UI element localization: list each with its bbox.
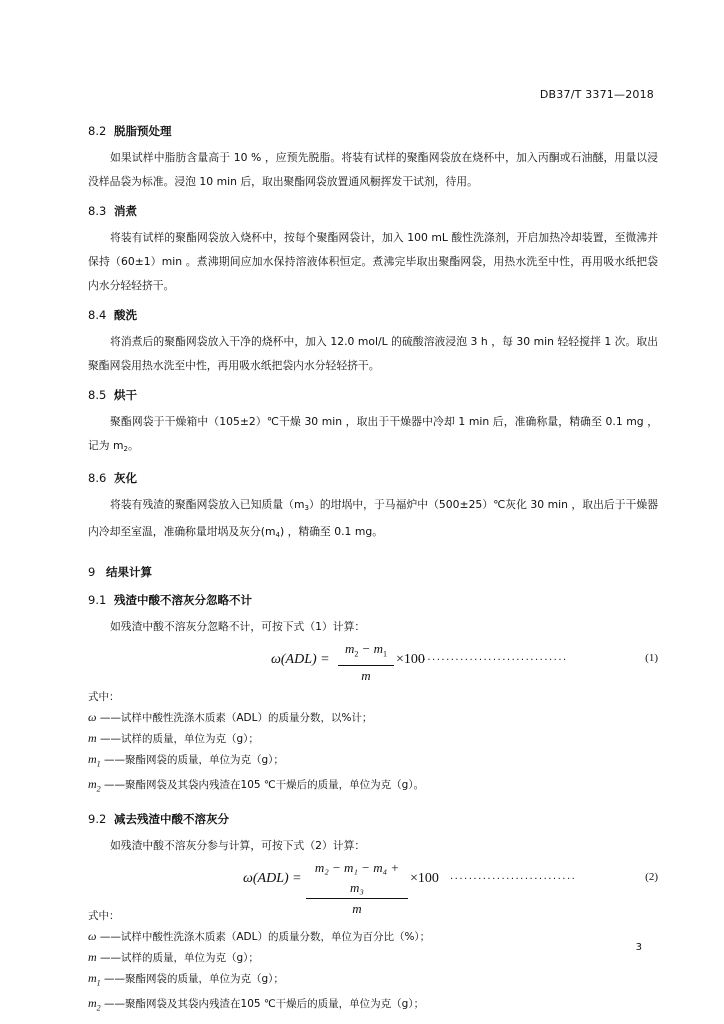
subscript: 4 (275, 531, 280, 539)
section-title: 灰化 (114, 471, 137, 485)
section-8-2-body: 如果试样中脂肪含量高于 10 % ，应预先脱脂。将装有试样的聚酯网袋放在烧杯中，加入丙酮或石油醚，用量以浸没样品袋为标准。浸泡 10 min 后，取出聚酯网袋放置通风橱挥发干试剂，待用。 (88, 151, 658, 188)
section-8-4-heading (88, 304, 658, 326)
section-number: 8.5 (88, 388, 107, 402)
formula-fraction (306, 858, 408, 919)
formula-lhs: ω(ADL) = (271, 652, 330, 667)
formula-denominator: m (361, 667, 371, 683)
definition-line: $m_2$ ——聚酯网袋及其袋内残渣在105 ℃干燥后的质量，单位为克（g）； (88, 996, 425, 1013)
formula-denominator: m (352, 900, 362, 916)
document-body (88, 114, 658, 1019)
formula-1 (88, 639, 658, 687)
body-text: ）的坩埚中，于马福炉中（500±25）℃灰化 30 min ，取出后于干燥器内冷却至室温，准确称量坩埚及灰分(m (88, 498, 658, 538)
definition-line: ω ——试样中酸性洗涤木质素（ADL）的质量分数，以%计； (88, 710, 373, 724)
definition-line: $m_2$ ——聚酯网袋及其袋内残渣在105 ℃干燥后的质量，单位为克（g）。 (88, 777, 425, 794)
where-label: 式中： (88, 691, 120, 703)
section-title: 减去残渣中酸不溶灰分 (114, 811, 229, 826)
section-number: 9.2 (88, 811, 107, 826)
section-8-5-body (88, 410, 658, 461)
section-9-2-heading (88, 808, 658, 830)
section-8-4-body: 将消煮后的聚酯网袋放入干净的烧杯中，加入 12.0 mol/L 的硫酸溶液浸泡 3 h ，每 30 min 轻轻搅拌 1 次。取出聚酯网袋用热水洗至中性，再用吸水纸把袋内水分轻轻挤干。 (88, 335, 658, 372)
formula-numerator: m₂ − m₁ − m₄ + m₃ (314, 859, 400, 895)
section-number: 9 (88, 565, 96, 579)
section-8-6-body (88, 493, 658, 547)
section-8-5-heading (88, 384, 658, 406)
formula-times: ×100 (396, 652, 425, 667)
body-text: 将装有残渣的聚酯网袋放入已知质量（m (110, 498, 305, 511)
section-title: 残渣中酸不溶灰分忽略不计 (114, 593, 252, 607)
section-8-3-heading (88, 200, 658, 222)
section-title: 消煮 (114, 204, 137, 218)
section-8-3-body: 将装有试样的聚酯网袋放入烧杯中，按每个聚酯网袋计，加入 100 mL 酸性洗涤剂，开启加热冷却装置，至微沸并保持（60±1）min 。煮沸期间应加水保持溶液体积恒定。煮沸完毕取出聚酯网袋，用热水洗至中性，再用吸水纸把袋内水分轻轻挤干。 (88, 231, 658, 292)
definition-line: ω ——试样中酸性洗涤木质素（ADL）的质量分数，单位为百分比（%）； (88, 928, 431, 943)
formula-leader-dots: ................................ (418, 652, 568, 663)
section-number: 8.2 (88, 124, 107, 138)
section-9-1-intro: 如残渣中酸不溶灰分忽略不计，可按下式（1）计算： (110, 620, 366, 633)
section-9-2-intro: 如残渣中酸不溶灰分参与计算，可按下式（2）计算： (110, 838, 366, 852)
section-number: 9.1 (88, 593, 107, 607)
definition-line: m ——试样的质量，单位为克（g）； (88, 949, 259, 964)
body-text: 聚酯网袋于干燥箱中（105±2）℃干燥 30 min ，取出于干燥器中冷却 1 min 后，准确称量，精确至 0.1 mg ，记为 m (88, 415, 658, 452)
section-title: 酸洗 (114, 308, 137, 322)
section-title: 脱脂预处理 (114, 124, 172, 138)
section-number: 8.4 (88, 308, 107, 322)
body-text: ) ，精确至 0.1 mg。 (279, 525, 383, 538)
definition-line: $m_1$ ——聚酯网袋的质量，单位为克（g）； (88, 970, 284, 988)
section-number: 8.6 (88, 471, 107, 485)
section-8-6-heading (88, 467, 658, 489)
formula-lhs: ω(ADL) = (243, 870, 302, 886)
section-8-2-heading (88, 120, 658, 142)
section-number: 8.3 (88, 204, 107, 218)
equation-number: (1) (645, 652, 658, 664)
page-number: 3 (635, 942, 642, 953)
section-9-heading (88, 561, 658, 583)
formula-leader-dots: ........................... (450, 870, 577, 882)
subscript: 2 (123, 445, 129, 453)
where-label: 式中： (88, 909, 120, 922)
section-title: 烘干 (114, 388, 137, 402)
body-text: 。 (128, 439, 139, 452)
equation-number: (2) (645, 870, 658, 883)
formula-times: ×100 (410, 870, 439, 886)
formula-fraction (338, 639, 394, 686)
section-9-1-heading (88, 589, 658, 611)
formula-numerator: $m_2 - m_1$ (344, 641, 388, 659)
definition-line: m ——试样的质量，单位为克（g）； (88, 731, 259, 745)
definition-line: $m_1$ ——聚酯网袋的质量，单位为克（g）； (88, 752, 284, 769)
subscript: 3 (304, 504, 309, 512)
standard-number-header: DB37/T 3371—2018 (539, 88, 654, 101)
section-title: 结果计算 (106, 565, 152, 579)
